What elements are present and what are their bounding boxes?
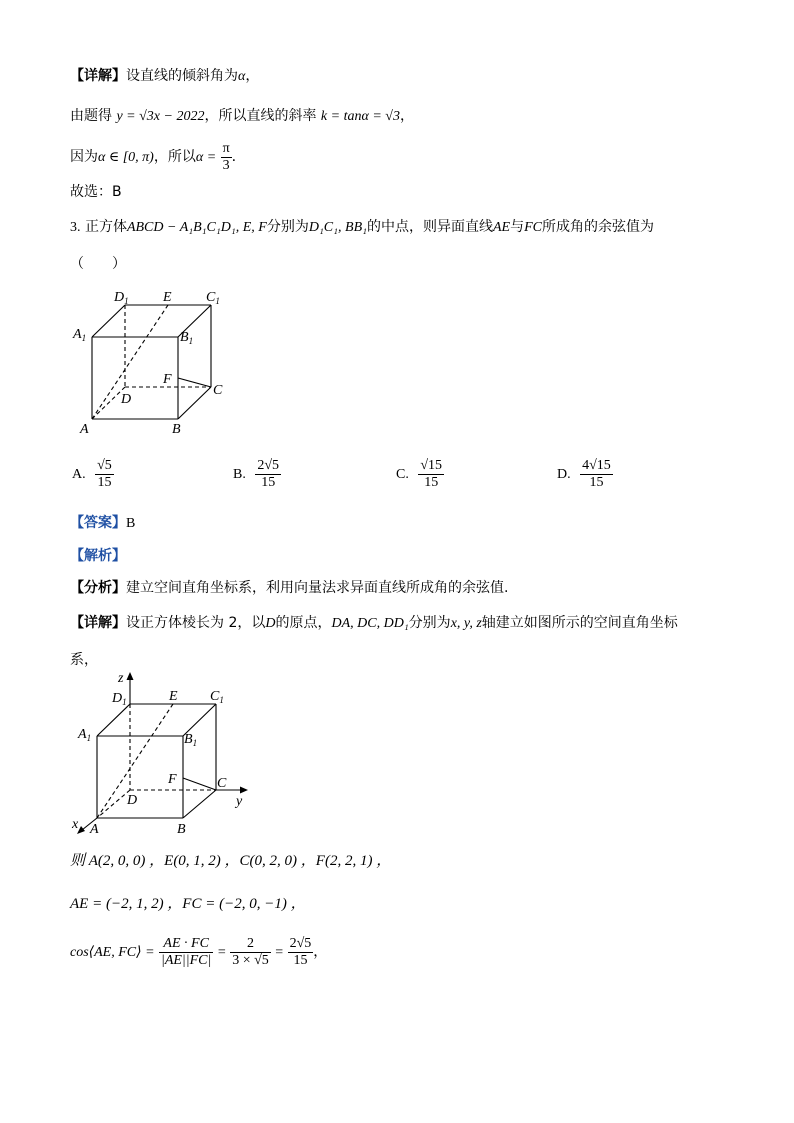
vectors-line: AE = (−2, 1, 2) ，FC = (−2, 0, −1) ， xyxy=(70,896,306,912)
answer-tag: 【答案】 xyxy=(70,515,126,531)
label-a: A xyxy=(80,422,89,437)
option-b[interactable] xyxy=(233,458,281,491)
label-c: C xyxy=(217,776,227,791)
detail-setup-cont: 系， xyxy=(70,652,98,668)
fenxi-text: 建立空间直角坐标系，利用向量法求异面直线所成角的余弦值. xyxy=(126,580,509,596)
punct: ， xyxy=(245,68,260,84)
numerator: 2√5 xyxy=(257,458,280,473)
option-fraction xyxy=(95,458,114,491)
axis-z-label: z xyxy=(118,671,124,686)
option-d[interactable] xyxy=(557,458,613,491)
detail-line-1 xyxy=(70,66,259,87)
option-letter: A. xyxy=(72,466,86,482)
denominator: 15 xyxy=(293,952,308,968)
option-letter: B. xyxy=(233,466,246,482)
text: 的原点， xyxy=(275,615,332,631)
detail-tag-2: 【详解】 xyxy=(70,615,126,631)
label-b: B xyxy=(177,822,186,837)
label-e: E xyxy=(163,290,172,305)
line-ae: AE xyxy=(492,220,511,235)
text: 轴建立如图所示的空间直角坐标 xyxy=(481,615,678,631)
numerator: 2√5 xyxy=(289,935,312,951)
denominator: 15 xyxy=(424,475,439,490)
numerator: AE · FC xyxy=(159,936,213,953)
detail-line-3 xyxy=(70,140,236,175)
text: 设正方体棱长为 2，以 xyxy=(126,615,266,631)
text: ，所以直线的斜率 xyxy=(204,108,317,124)
axis-y-label: y xyxy=(236,794,243,809)
label-c: C xyxy=(213,383,223,398)
denominator: 15 xyxy=(97,475,112,490)
label-b1: $B_1$ xyxy=(180,330,194,346)
denominator: 15 xyxy=(589,475,604,490)
text: ，所以 xyxy=(153,149,196,165)
text: 与 xyxy=(510,219,525,235)
text: 因为 xyxy=(70,149,98,165)
denominator: |AE||FC| xyxy=(160,952,212,968)
line-fc: FC xyxy=(524,220,542,235)
punct: . xyxy=(231,149,237,165)
cosine-line xyxy=(70,932,327,973)
alpha-var: α xyxy=(238,69,246,84)
midpoints: D₁C₁, BB₁ xyxy=(308,220,367,235)
detail-tag: 【详解】 xyxy=(70,68,126,84)
numerator: √5 xyxy=(97,458,112,473)
label-d1: $D_1$ xyxy=(114,290,129,306)
option-fraction xyxy=(255,458,281,491)
label-d1: $D_1$ xyxy=(112,691,127,707)
answer-line xyxy=(70,513,135,534)
question-3 xyxy=(70,217,654,238)
numerator: 4√15 xyxy=(582,458,611,473)
denominator: 15 xyxy=(261,475,276,490)
label-a: A xyxy=(90,822,99,837)
text: 所成角的余弦值为 xyxy=(541,219,654,235)
line-equation: y = √3x − 2022 xyxy=(116,109,205,124)
xyz: x, y, z xyxy=(450,616,482,631)
detail-line-2 xyxy=(70,106,414,127)
analysis-tag: 【解析】 xyxy=(70,548,126,564)
cos-frac-3 xyxy=(288,936,314,969)
text: 正方体 xyxy=(84,219,127,235)
coordinates-line: 则 A(2, 0, 0) ，E(0, 1, 2) ，C(0, 2, 0) ，F(2, 2, 1) ， xyxy=(70,853,392,869)
label-d: D xyxy=(121,392,132,407)
slope-equation: k = tanα = √3 xyxy=(320,109,400,124)
label-b: B xyxy=(172,422,181,437)
cos-frac-1 xyxy=(159,936,213,969)
cube-figure-1 xyxy=(70,283,240,438)
numerator: √15 xyxy=(420,458,443,473)
label-c1: $C_1$ xyxy=(210,689,224,705)
fenxi-tag: 【分析】 xyxy=(70,580,126,596)
option-fraction xyxy=(580,458,613,491)
text: 由题得 xyxy=(70,108,112,124)
question-number: 3. xyxy=(70,220,81,235)
label-c1: $C_1$ xyxy=(206,290,220,306)
pi-over-3 xyxy=(221,141,232,174)
denominator: 3 xyxy=(222,157,230,173)
choice-line: 故选：B xyxy=(70,184,122,200)
option-a[interactable] xyxy=(72,458,114,491)
cos-lhs: cos⟨AE, FC⟩ = xyxy=(70,945,155,960)
detail-text: 设直线的倾斜角为 xyxy=(126,68,238,84)
label-a1: $A_1$ xyxy=(78,727,92,743)
text: 的中点，则异面直线 xyxy=(366,219,493,235)
y-arrow-icon xyxy=(240,787,248,794)
cube-name: ABCD − A₁B₁C₁D₁, E, F xyxy=(126,220,267,235)
option-c[interactable] xyxy=(396,458,444,491)
answer-value: B xyxy=(126,516,136,531)
label-d: D xyxy=(127,793,138,808)
option-letter: C. xyxy=(396,466,409,482)
alpha-eq: α = xyxy=(195,150,217,165)
label-e: E xyxy=(169,689,178,704)
text: 分别为 xyxy=(408,615,451,631)
text: 分别为 xyxy=(266,219,309,235)
cube-figure-2 xyxy=(70,670,255,840)
option-letter: D. xyxy=(557,466,571,482)
punct: ， xyxy=(399,108,414,124)
axes-lines: DA, DC, DD₁ xyxy=(331,616,409,631)
option-fraction xyxy=(418,458,444,491)
detail-setup-line xyxy=(70,613,678,634)
analysis-line xyxy=(70,578,508,598)
axis-x-label: x xyxy=(72,817,79,832)
punct: ， xyxy=(313,944,328,960)
numerator: π xyxy=(222,140,230,156)
point-d: D xyxy=(265,616,276,631)
equals-2: = xyxy=(275,945,284,960)
label-f: F xyxy=(168,772,177,787)
label-b1: $B_1$ xyxy=(184,732,198,748)
cos-frac-2 xyxy=(230,936,271,969)
z-arrow-icon xyxy=(127,672,134,680)
answer-paren: （ ） xyxy=(70,256,126,272)
numerator: 2 xyxy=(230,936,271,953)
label-a1: $A_1$ xyxy=(73,327,87,343)
alpha-range: α ∈ [0, π) xyxy=(98,150,154,165)
equals-1: = xyxy=(217,945,226,960)
label-f: F xyxy=(163,372,172,387)
denominator: 3 × √5 xyxy=(232,952,269,968)
